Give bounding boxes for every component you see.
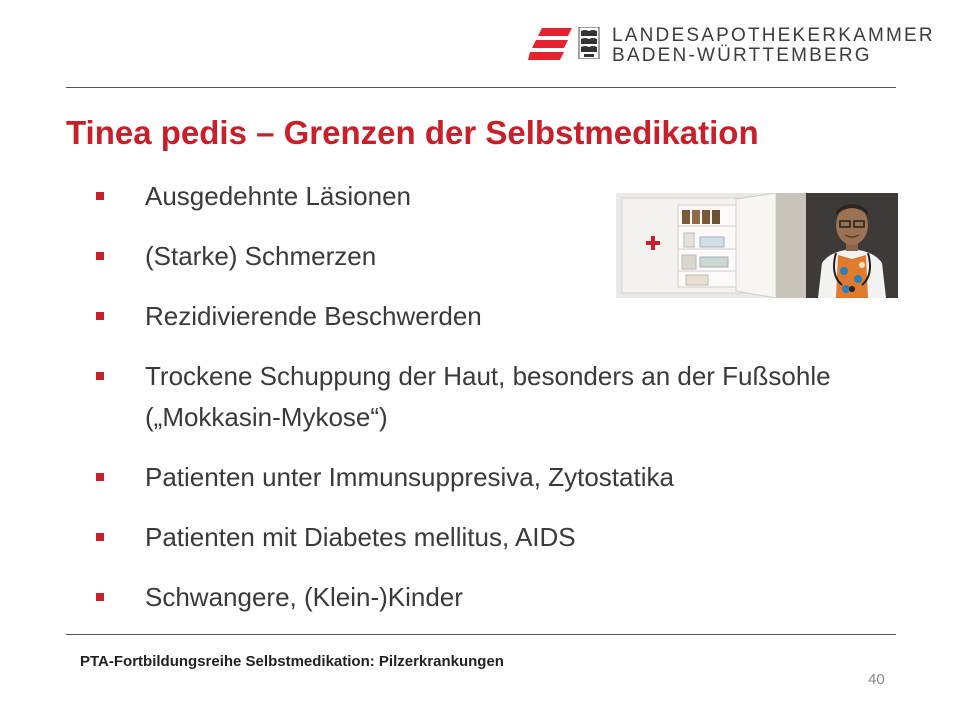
bullet-text: Trockene Schuppung der Haut, besonders an der Fußsohle („Mokkasin-Mykose“) bbox=[145, 361, 831, 432]
bullet-text: Ausgedehnte Läsionen bbox=[145, 181, 412, 211]
bullet-text: Patienten unter Immunsuppresiva, Zytostatika bbox=[145, 462, 674, 492]
bullet-marker-icon bbox=[96, 593, 104, 601]
bullet-item bbox=[92, 236, 912, 277]
organization-logo bbox=[528, 20, 935, 66]
bullet-text: (Starke) Schmerzen bbox=[145, 241, 377, 271]
bullet-item bbox=[92, 296, 912, 337]
logo-stripes-icon bbox=[528, 26, 572, 62]
header-divider bbox=[66, 87, 896, 88]
bullet-marker-icon bbox=[96, 192, 104, 200]
bullet-text: Rezidivierende Beschwerden bbox=[145, 301, 482, 331]
footer-divider bbox=[66, 634, 896, 635]
bullet-item bbox=[92, 577, 912, 618]
bullet-marker-icon bbox=[96, 252, 104, 260]
bullet-list bbox=[92, 176, 912, 637]
bullet-marker-icon bbox=[96, 372, 104, 380]
slide-title: Tinea pedis – Grenzen der Selbstmedikation bbox=[66, 114, 759, 151]
logo-text-line2: BADEN-WÜRTTEMBERG bbox=[612, 45, 872, 66]
footer-series-title: PTA-Fortbildungsreihe Selbstmedikation: Pilzerkrankungen bbox=[80, 653, 504, 670]
bullet-item bbox=[92, 176, 912, 217]
bullet-marker-icon bbox=[96, 473, 104, 481]
bullet-item bbox=[92, 517, 912, 558]
logo-text-line1: LANDESAPOTHEKERKAMMER bbox=[612, 25, 935, 46]
bullet-item bbox=[92, 356, 912, 438]
bullet-text: Schwangere, (Klein-)Kinder bbox=[145, 582, 463, 612]
page-number: 40 bbox=[868, 671, 885, 688]
bullet-text: Patienten mit Diabetes mellitus, AIDS bbox=[145, 522, 576, 552]
coat-of-arms-icon bbox=[578, 27, 600, 59]
bullet-marker-icon bbox=[96, 533, 104, 541]
bullet-item bbox=[92, 457, 912, 498]
bullet-marker-icon bbox=[96, 312, 104, 320]
